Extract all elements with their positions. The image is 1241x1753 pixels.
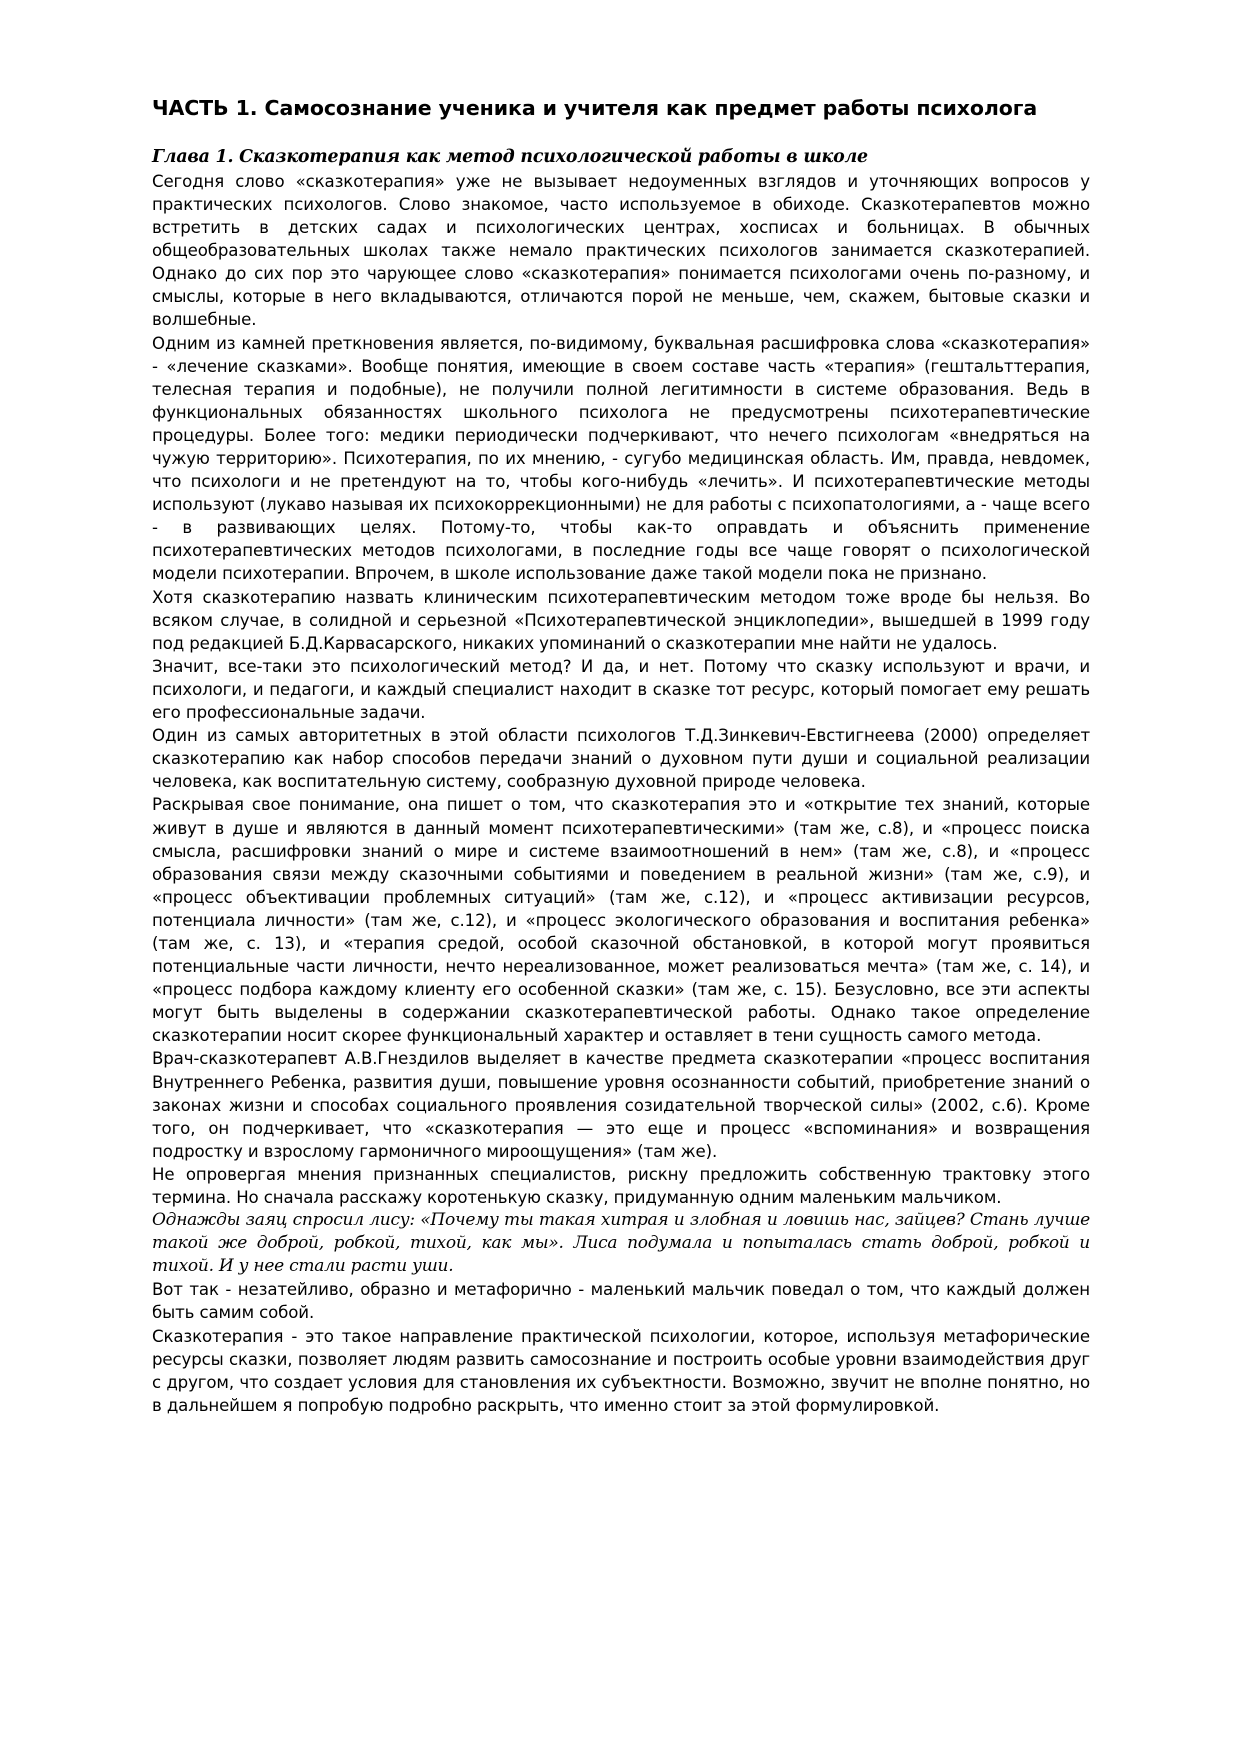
quoted-story-paragraph: Однажды заяц спросил лису: «Почему ты такая хитрая и злобная и ловишь нас, зайцев? Стань лучше такой же доброй, робкой, тихой, как мы». Лиса подумала и попыталась стать доброй, робкой и тихой. И у нее стали расти уши. bbox=[152, 1210, 1090, 1277]
text-column bbox=[152, 96, 1090, 1417]
body-paragraph: Одним из камней преткновения является, по-видимому, буквальная расшифровка слова «сказкотерапия» - «лечение сказками». Вообще понятия, имеющие в своем составе часть «терапия» (гештальттерапия, телесная терапия и подобные), не получили полной легитимности в системе образования. Ведь в функциональных обязанностях школьного психолога не предусмотрены психотерапевтические процедуры. Более того: медики периодически подчеркивают, что нечего психологам «внедряться на чужую территорию». Психотерапия, по их мнению, - сугубо медицинская область. Им, правда, невдомек, что психологи и не претендуют на то, чтобы кого-нибудь «лечить». И психотерапевтические методы используют (лукаво называя их психокоррекционными) не для работы с психопатологиями, а - чаще всего - в развивающих целях. Потому-то, чтобы как-то оправдать и объяснить применение психотерапевтических методов психологами, в последние годы все чаще говорят о психологической модели психотерапии. Впрочем, в школе использование даже такой модели пока не признано. bbox=[152, 333, 1090, 584]
body-paragraph: Вот так - незатейливо, образно и метафорично - маленький мальчик поведал о том, что каждый должен быть самим собой. bbox=[152, 1280, 1090, 1323]
body-paragraph: Хотя сказкотерапию назвать клиническим психотерапевтическим методом тоже вроде бы нельзя. Во всяком случае, в солидной и серьезной «Психотерапевтической энциклопедии», вышедшей в 1999 году под редакцией Б.Д.Карвасарского, никаких упоминаний о сказкотерапии мне найти не удалось. bbox=[152, 587, 1090, 653]
body-paragraph: Значит, все-таки это психологический метод? И да, и нет. Потому что сказку используют и врачи, и психологи, и педагоги, и каждый специалист находит в сказке тот ресурс, который помогает ему решать его профессиональные задачи. bbox=[152, 656, 1090, 723]
body-paragraph: Не опровергая мнения признанных специалистов, рискну предложить собственную трактовку этого термина. Но сначала расскажу коротенькую сказку, придуманную одним маленьким мальчиком. bbox=[152, 1164, 1090, 1207]
body-paragraph: Один из самых авторитетных в этой области психологов Т.Д.Зинкевич-Евстигнеева (2000) определяет сказкотерапию как набор способов передачи знаний о духовном пути души и социальной реализации человека, как воспитательную систему, сообразную духовной природе человека. bbox=[152, 726, 1090, 792]
body-paragraph: Сказкотерапия - это такое направление практической психологии, которое, используя метафорические ресурсы сказки, позволяет людям развить самосознание и построить особые уровни взаимодействия друг с другом, что создает условия для становления их субъектности. Возможно, звучит не вполне понятно, но в дальнейшем я попробую подробно раскрыть, что именно стоит за этой формулировкой. bbox=[152, 1326, 1090, 1415]
chapter-heading: Глава 1. Сказкотерапия как метод психологической работы в школе bbox=[152, 147, 868, 167]
body-paragraph: Сегодня слово «сказкотерапия» уже не вызывает недоуменных взглядов и уточняющих вопросов у практических психологов. Слово знакомое, часто используемое в обиходе. Сказкотерапевтов можно встретить в детских садах и психологических центрах, хосписах и больницах. В обычных общеобразовательных школах также немало практических психологов занимается сказкотерапией. Однако до сих пор это чарующее слово «сказкотерапия» понимается психологами очень по-разному, и смыслы, которые в него вкладываются, отличаются порой не меньше, чем, скажем, бытовые сказки и волшебные. bbox=[152, 171, 1090, 330]
body-paragraph: Врач-сказкотерапевт А.В.Гнездилов выделяет в качестве предмета сказкотерапии «процесс воспитания Внутреннего Ребенка, развития души, повышение уровня осознанности событий, приобретение знаний о законах жизни и способах социального проявления созидательной творческой силы» (2002, с.6). Кроме того, он подчеркивает, что «сказкотерапия — это еще и процесс «вспоминания» и возвращения подростку и взрослому гармоничного мироощущения» (там же). bbox=[152, 1049, 1090, 1161]
body-paragraph: Раскрывая свое понимание, она пишет о том, что сказкотерапия это и «открытие тех знаний, которые живут в душе и являются в данный момент психотерапевтическими» (там же, с.8), и «процесс поиска смысла, расшифровки знаний о мире и системе взаимоотношений в нем» (там же, с.8), и «процесс образования связи между сказочными событиями и поведением в реальной жизни» (там же, с.9), и «процесс объективации проблемных ситуаций» (там же, с.12), и «процесс активизации ресурсов, потенциала личности» (там же, с.12), и «процесс экологического образования и воспитания ребенка» (там же, с. 13), и «терапия средой, особой сказочной обстановкой, в которой могут проявиться потенциальные части личности, нечто нереализованное, может реализоваться мечта» (там же, с. 14), и «процесс подбора каждому клиенту его особенной сказки» (там же, с. 15). Безусловно, все эти аспекты могут быть выделены в содержании сказкотерапевтической работы. Однако такое определение сказкотерапии носит скорее функциональный характер и оставляет в тени сущность самого метода. bbox=[152, 795, 1090, 1046]
page-title: ЧАСТЬ 1. Самосознание ученика и учителя как предмет работы психолога bbox=[152, 96, 1038, 120]
